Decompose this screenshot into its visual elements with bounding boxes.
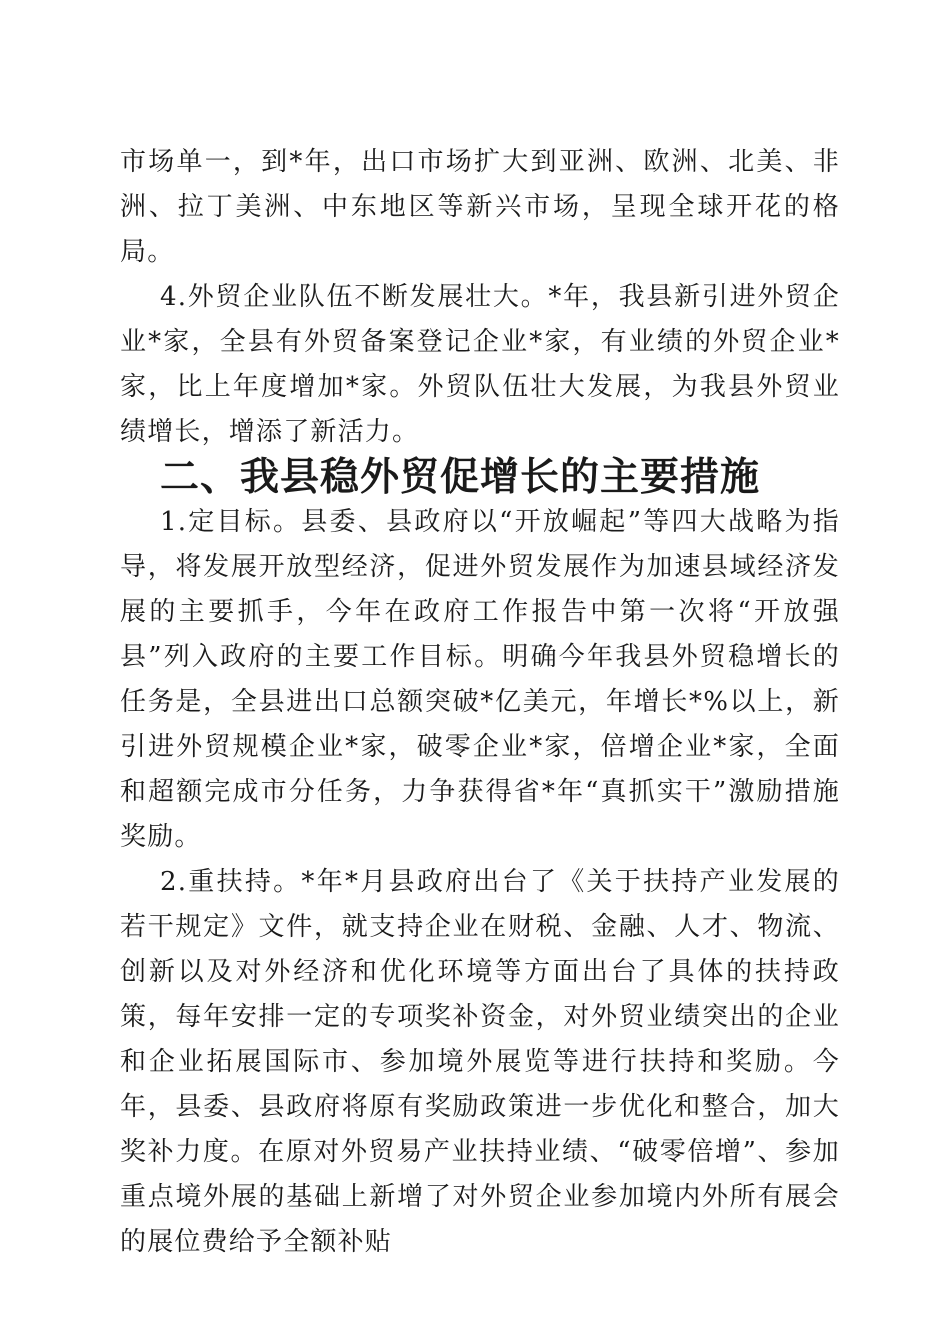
paragraph-trade-enterprises: 4.外贸企业队伍不断发展壮大。*年，我县新引进外贸企业*家，全县有外贸备案登记企业*家，有业绩的外贸企业*家，比上年度增加*家。外贸队伍壮大发展，为我县外贸业绩增长，增添了新活力。 — [120, 282, 840, 447]
document-body — [120, 140, 840, 1265]
paragraph-set-goals: 1.定目标。县委、县政府以“开放崛起”等四大战略为指导，将发展开放型经济，促进外贸发展作为加速县域经济发展的主要抓手，今年在政府工作报告中第一次将“开放强县”列入政府的主要工作目标。明确今年我县外贸稳增长的任务是，全县进出口总额突破*亿美元，年增长*%以上，新引进外贸规模企业*家，破零企业*家，倍增企业*家，全面和超额完成市分任务，力争获得省*年“真抓实干”激励措施奖励。 — [120, 507, 840, 852]
paragraph-support-policies: 2.重扶持。*年*月县政府出台了《关于扶持产业发展的若干规定》文件，就支持企业在财税、金融、人才、物流、创新以及对外经济和优化环境等方面出台了具体的扶持政策，每年安排一定的专项奖补资金，对外贸业绩突出的企业和企业拓展国际市、参加境外展览等进行扶持和奖励。今年，县委、县政府将原有奖励政策进一步优化和整合，加大奖补力度。在原对外贸易产业扶持业绩、“破零倍增”、参加重点境外展的基础上新增了对外贸企业参加境内外所有展会的展位费给予全额补贴 — [120, 867, 840, 1257]
paragraph-market-expansion: 市场单一，到*年，出口市场扩大到亚洲、欧洲、北美、非洲、拉丁美洲、中东地区等新兴市场，呈现全球开花的格局。 — [120, 147, 840, 267]
section-heading: 二、我县稳外贸促增长的主要措施 — [160, 455, 761, 500]
